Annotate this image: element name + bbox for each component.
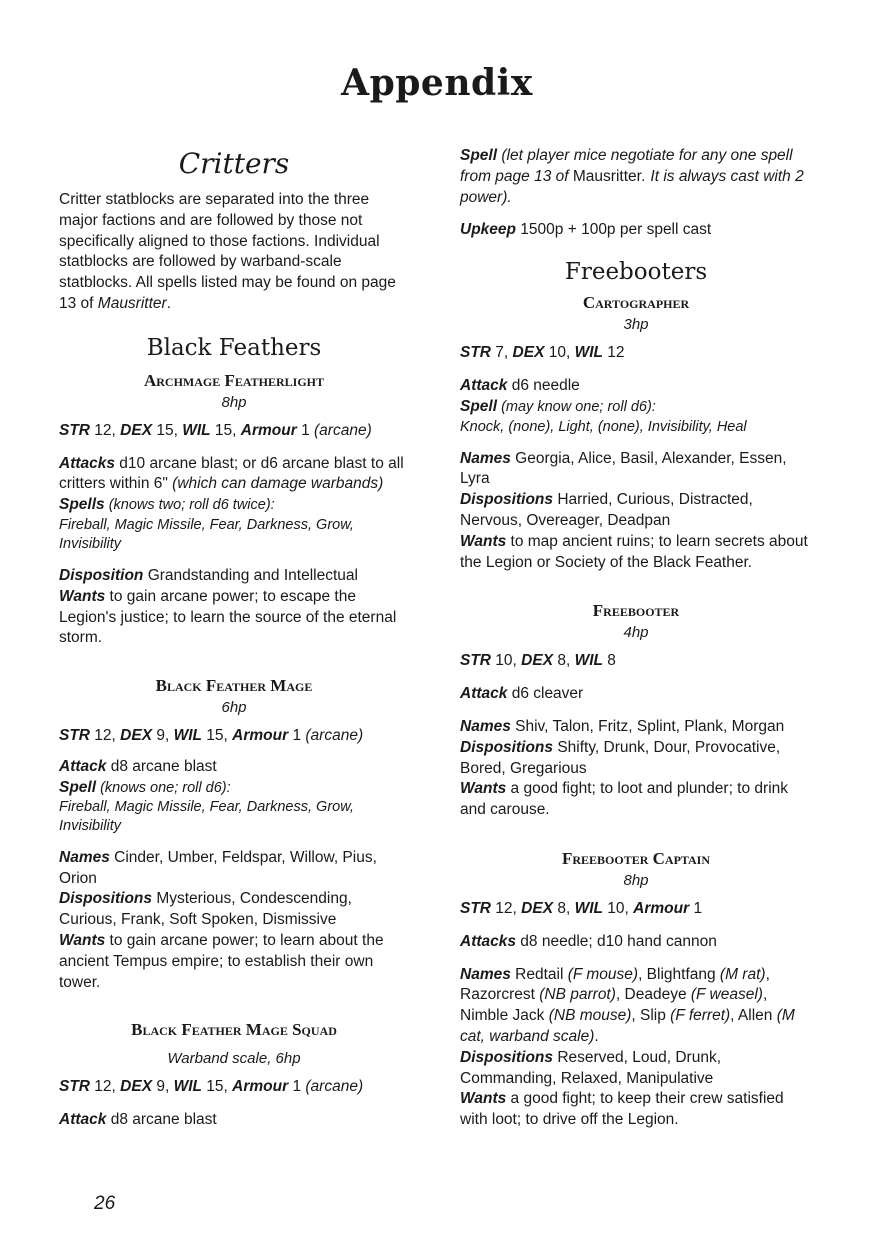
cartographer-name: Cartographer <box>582 293 690 313</box>
freebooter-wants: Wants a good fight; to loot and plunder; to drink and carouse. <box>460 780 789 819</box>
freebooter-name: Freebooter <box>592 601 680 621</box>
critters-heading: Critters <box>178 147 290 180</box>
black-feathers-heading: Black Feathers <box>146 334 322 361</box>
captain-hp: 8hp <box>623 871 649 889</box>
cartographer-wants: Wants to map ancient ruins; to learn secrets about the Legion or Society of the Black Feather. <box>460 532 808 571</box>
freebooter-names: Names Shiv, Talon, Fritz, Splint, Plank, Morgan <box>460 717 785 735</box>
archmage-attacks: Attacks d10 arcane blast; or d6 arcane blast to all critters within 6" (which can damage warbands) <box>59 454 404 493</box>
squad-name: Black Feather Mage Squad <box>131 1020 337 1040</box>
squad-stats: STR 12, DEX 9, WIL 15, Armour 1 (arcane) <box>59 1078 364 1096</box>
archmage-disposition: Disposition Grandstanding and Intellectual <box>59 566 358 584</box>
left-column <box>59 145 409 1131</box>
cartographer-attack: Attack d6 needle <box>460 376 580 394</box>
cartographer-dispositions: Dispositions Harried, Curious, Distracted, Nervous, Overeager, Deadpan <box>460 491 753 529</box>
captain-attacks: Attacks d8 needle; d10 hand cannon <box>460 932 717 950</box>
mage-wants: Wants to gain arcane power; to learn about the ancient Tempus empire; to establish their own tower. <box>59 931 384 991</box>
archmage-name: Archmage Featherlight <box>143 370 325 390</box>
mage-names: Names Cinder, Umber, Feldspar, Willow, Pius, Orion <box>59 848 377 887</box>
mage-name: Black Feather Mage <box>155 676 313 696</box>
mage-dispositions: Dispositions Mysterious, Condescending, Curious, Frank, Soft Spoken, Dismissive <box>59 890 352 929</box>
captain-stats: STR 12, DEX 8, WIL 10, Armour 1 <box>460 899 703 917</box>
freebooter-stats: STR 10, DEX 8, WIL 8 <box>460 652 616 670</box>
archmage-hp: 8hp <box>221 393 247 411</box>
mage-spell: Spell (knows one; roll d6): Fireball, Magic Missile, Fear, Darkness, Grow, Invisibility <box>59 778 354 834</box>
page-title: Appendix <box>341 62 533 104</box>
captain-wants: Wants a good fight; to keep their crew satisfied with loot; to drive off the Legion. <box>460 1090 784 1129</box>
mage-attack: Attack d8 arcane blast <box>59 757 217 775</box>
squad-scale: Warband scale, 6hp <box>167 1050 301 1068</box>
critters-intro: Critter statblocks are separated into the three major factions and are followed by those not specifically aligned to those factions. Individual statblocks are followed by warband-scale statblocks. All spells listed may be found on page 13 of Mausritter. <box>59 191 396 312</box>
cartographer-spell: Spell (may know one; roll d6): Knock, (none), Light, (none), Invisibility, Heal <box>460 397 747 435</box>
freebooter-dispositions: Dispositions Shifty, Drunk, Dour, Provocative, Bored, Gregarious <box>460 738 781 777</box>
captain-names: Names Redtail (F mouse), Blightfang (M rat), Razorcrest (NB parrot), Deadeye (F weasel), Nimble Jack (NB mouse), Slip (F ferret), Allen (M cat, warband scale). <box>460 965 795 1045</box>
mage-hp: 6hp <box>221 699 247 717</box>
cartographer-hp: 3hp <box>623 316 649 334</box>
page-number: 26 <box>94 1193 116 1214</box>
freebooters-heading: Freebooters <box>564 259 708 286</box>
captain-name: Freebooter Captain <box>561 848 711 868</box>
archmage-stats: STR 12, DEX 15, WIL 15, Armour 1 (arcane) <box>59 421 372 439</box>
right-column <box>460 146 812 1131</box>
freebooter-hp: 4hp <box>623 624 649 642</box>
cartographer-names: Names Georgia, Alice, Basil, Alexander, Essen, Lyra <box>460 449 787 488</box>
freebooter-attack: Attack d6 cleaver <box>460 685 584 703</box>
squad-attack: Attack d8 arcane blast <box>59 1111 217 1129</box>
squad-upkeep: Upkeep 1500p + 100p per spell cast <box>460 221 712 239</box>
captain-dispositions: Dispositions Reserved, Loud, Drunk, Commanding, Relaxed, Manipulative <box>460 1048 722 1087</box>
cartographer-stats: STR 7, DEX 10, WIL 12 <box>460 344 625 362</box>
archmage-spells: Spells (knows two; roll d6 twice): Fireball, Magic Missile, Fear, Darkness, Grow, Invisibility <box>59 496 354 552</box>
mage-stats: STR 12, DEX 9, WIL 15, Armour 1 (arcane) <box>59 727 364 745</box>
squad-spell: Spell (let player mice negotiate for any one spell from page 13 of Mausritter. It is always cast with 2 power). <box>460 147 804 206</box>
archmage-wants: Wants to gain arcane power; to escape the Legion's justice; to learn the source of the eternal storm. <box>59 587 397 647</box>
